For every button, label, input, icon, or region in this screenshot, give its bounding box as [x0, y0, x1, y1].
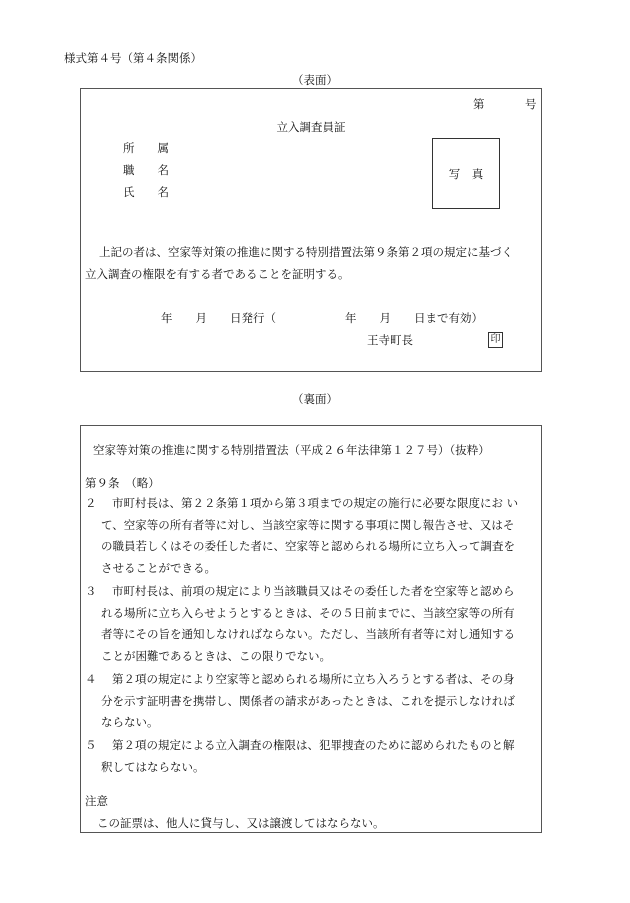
clause-3-line: れる場所に立ち入らせようとするときは、その５日前までに、当該空家等の所有	[101, 605, 515, 620]
clause-2-line: の職員若しくはその委任した者に、空家等と認められる場所に立ち入って調査を	[101, 539, 515, 553]
issuer-title: 王寺町長	[367, 333, 413, 347]
card-title: 立入調査員証	[276, 120, 346, 134]
clause-4-line: 分を示す証明書を携帯し、関係者の請求があったときは、これを提示しなければ	[101, 693, 515, 708]
clause-number-4: ４	[85, 672, 97, 686]
back-section-label: （裏面）	[292, 392, 338, 406]
field-affiliation-label: 所 属	[123, 141, 169, 155]
clause-text-5	[101, 735, 515, 778]
number-suffix: 号	[525, 97, 537, 111]
clause-3-line: ことが困難であるときは、この限りでない。	[101, 648, 331, 663]
front-card	[80, 88, 542, 372]
article-heading: 第９条 （略）	[85, 476, 160, 490]
photo-label: 写 真	[448, 166, 484, 181]
certification-line-2: 立入調査の権限を有する者であることを証明する。	[85, 267, 350, 281]
clause-5-line: 釈してはならない。	[101, 759, 205, 774]
clause-number-2: ２	[85, 496, 97, 510]
notice-text: この証票は、他人に貸与し、又は譲渡してはならない。	[97, 816, 385, 830]
clause-number-3: ３	[85, 584, 97, 598]
seal-mark: 印	[488, 332, 503, 348]
clause-2-line: 市町村長は、第２２条第１項から第３項までの規定の施行に必要な限度にお い	[112, 496, 519, 510]
field-name-label: 氏 名	[123, 185, 169, 199]
clause-number-5: ５	[85, 738, 97, 752]
photo-placeholder	[432, 138, 500, 209]
law-title: 空家等対策の推進に関する特別措置法（平成２６年法律第１２７号）（抜粋）	[93, 443, 490, 457]
clause-5-line: 第２項の規定による立入調査の権限は、犯罪捜査のために認められたものと解	[112, 738, 515, 752]
issue-line: 年 月 日発行（ 年 月 日まで有効）	[161, 311, 483, 325]
form-label: 様式第４号（第４条関係）	[64, 51, 202, 65]
back-card	[80, 425, 542, 833]
clause-text-2	[101, 493, 518, 579]
field-position-label: 職 名	[123, 163, 169, 177]
clause-3-line: 者等にその旨を通知しなければならない。ただし、当該所有者等に対し通知する	[101, 627, 515, 641]
clause-4-line: ならない。	[101, 715, 159, 729]
notice-heading: 注意	[85, 794, 108, 808]
clause-2-line: させることができる。	[101, 560, 216, 575]
clause-2-line: て、空家等の所有者等に対し、当該空家等に関する事項に関し報告させ、又はそ	[101, 517, 515, 532]
clause-4-line: 第２項の規定により空家等と認められる場所に立ち入ろうとする者は、その身	[112, 672, 515, 686]
clause-text-4	[101, 669, 515, 734]
front-section-label: （表面）	[292, 73, 338, 87]
certification-line-1: 上記の者は、空家等対策の推進に関する特別措置法第９条第２項の規定に基づく	[99, 245, 513, 259]
clause-3-line: 市町村長は、前項の規定により当該職員又はその委任した者を空家等と認めら	[112, 584, 515, 598]
number-prefix: 第	[473, 97, 485, 111]
clause-text-3	[101, 581, 515, 667]
